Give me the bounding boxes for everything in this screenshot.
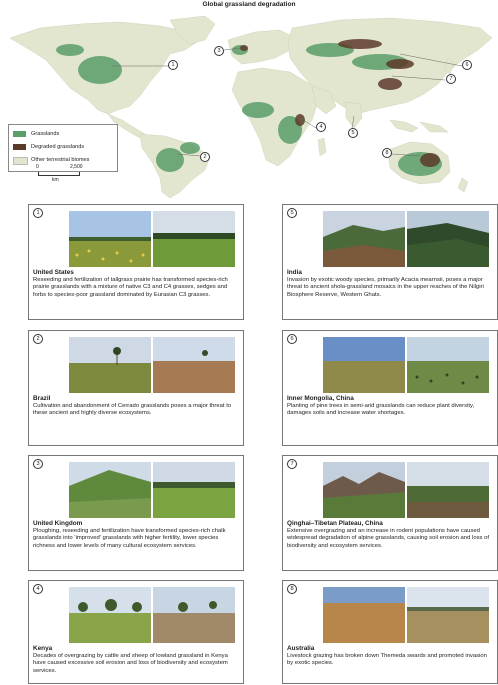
panel-title: Inner Mongolia, China: [287, 395, 354, 402]
photo-before: [69, 462, 151, 518]
photo-before: [323, 462, 405, 518]
panel-india: [282, 204, 498, 320]
panel-text: Ploughing, reseeding and fertilization have transformed species-rich chalk grasslands into ‘improved’ grasslands with higher fertility, lower species richness and lower levels of many cultural ecosystem services.: [33, 528, 226, 549]
panel-inner-mongolia: [282, 330, 498, 446]
figure-title: Global grassland degradation: [202, 1, 296, 8]
panel-number: 7: [287, 459, 297, 469]
panel-kenya: [28, 580, 244, 684]
panel-text: Livestock grazing has broken down Themeda swards and promoted invasion by exotic species.: [287, 653, 487, 667]
map-marker-4[interactable]: 4: [316, 122, 326, 132]
panel-title: Brazil: [33, 395, 51, 402]
panel-united-kingdom: [28, 455, 244, 571]
panel-number: 2: [33, 334, 43, 344]
map-marker-8[interactable]: 8: [382, 148, 392, 158]
map-marker-3[interactable]: 3: [214, 46, 224, 56]
photo-before: [69, 211, 151, 267]
photo-before: [323, 211, 405, 267]
photo-before: [323, 337, 405, 393]
map-marker-2[interactable]: 2: [200, 152, 210, 162]
photo-before: [69, 337, 151, 393]
panel-title: India: [287, 269, 302, 276]
map-marker-5[interactable]: 5: [348, 128, 358, 138]
photo-after: [407, 462, 489, 518]
panel-australia: [282, 580, 498, 684]
photo-pair: [323, 211, 489, 267]
legend-label: Grasslands: [31, 131, 60, 137]
panel-number: 8: [287, 584, 297, 594]
panel-title: Australia: [287, 645, 315, 652]
panel-number: 1: [33, 208, 43, 218]
panel-title: United Kingdom: [33, 520, 83, 527]
photo-pair: [323, 337, 489, 393]
panel-text: Planting of pine trees in semi-arid grasslands can reduce plant diversity, damages soils and increase water shortages.: [287, 403, 475, 417]
panel-brazil: [28, 330, 244, 446]
legend-label: Degraded grasslands: [31, 144, 85, 150]
photo-after: [407, 587, 489, 643]
panel-text: Decades of overgrazing by cattle and sheep of lowland grassland in Kenya have caused excessive soil erosion and loss of biodiversity and ecosystem services.: [33, 653, 228, 674]
panel-number: 6: [287, 334, 297, 344]
panel-number: 5: [287, 208, 297, 218]
scale-line: [38, 172, 80, 176]
panel-text: Extensive overgrazing and an increase in rodent populations have caused widespread degradation of alpine grasslands, causing soil erosion and loss of biodiversity and ecosystem services.: [287, 528, 490, 549]
map-marker-6[interactable]: 6: [462, 60, 472, 70]
photo-pair: [323, 587, 489, 643]
photo-after: [407, 211, 489, 267]
legend-swatch: [13, 157, 28, 165]
photo-before: [69, 587, 151, 643]
panel-qinghai-tibetan: [282, 455, 498, 571]
photo-after: [153, 211, 235, 267]
panel-text: Reseeding and fertilization of tallgrass prairie has transformed species-rich prairie grasslands with a mixture of native C3 and C4 grasses, sedges and forbs to species-poor grassland dominated by Eurasian C3 grasses.: [33, 277, 228, 298]
photo-pair: [69, 337, 235, 393]
photo-pair: [323, 462, 489, 518]
panel-title: Kenya: [33, 645, 53, 652]
panel-united-states: [28, 204, 244, 320]
map-legend: [8, 124, 118, 172]
map-marker-7[interactable]: 7: [446, 74, 456, 84]
legend-swatch: [13, 144, 26, 150]
panel-title: Qinghai–Tibetan Plateau, China: [287, 520, 383, 527]
panel-title: United States: [33, 269, 74, 276]
panel-number: 4: [33, 584, 43, 594]
photo-after: [153, 587, 235, 643]
photo-pair: [69, 462, 235, 518]
legend-label: Other terrestrial biomes: [31, 157, 90, 163]
map-marker-1[interactable]: 1: [168, 60, 178, 70]
panel-number: 3: [33, 459, 43, 469]
scale-value: 2,500: [70, 164, 83, 170]
photo-pair: [69, 587, 235, 643]
photo-pair: [69, 211, 235, 267]
photo-before: [323, 587, 405, 643]
photo-after: [153, 462, 235, 518]
scale-unit: km: [52, 177, 59, 183]
panel-text: Cultivation and abandonment of Cerrado grasslands poses a major threat to these ancient and highly diverse ecosystems.: [33, 403, 232, 417]
photo-after: [153, 337, 235, 393]
panel-text: Invasion by exotic woody species, primarily Acacia mearnsii, poses a major threat to ancient shola-grassland mosaics in the upper reaches of the Nilgiri Biosphere Reserve, Western Ghats.: [287, 277, 484, 298]
scale-zero: 0: [36, 164, 39, 170]
photo-after: [407, 337, 489, 393]
legend-swatch: [13, 131, 26, 137]
